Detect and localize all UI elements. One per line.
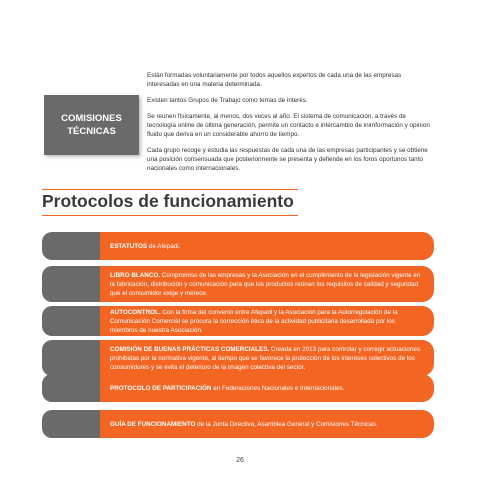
protocol-body: Con la firma del convenio entre Afepadi y la Asociación para la Autorregulación de la Comunicación Comercial se procura la corrección ética de la actividad publicitaria desarrollada por los miembros de nuestra Asociación.: [110, 308, 398, 334]
protocol-body: en Federaciones Nacionales e Internacionales.: [211, 384, 345, 392]
row-band: [100, 232, 434, 260]
intro-paragraph-1: Están formadas voluntariamente por todos aquellos expertos de cada una de las empresas interesadas en una materia determinada.: [147, 72, 402, 88]
intro-paragraph-4: Cada grupo recoge y estudia las respuestas de cada una de las empresas participantes y se obtiene una posición consensuada que posteriormente se presenta y defiende en los foros oportunos tanto nacionales como internacionales.: [147, 147, 428, 172]
protocol-body: de Afepadi.: [147, 242, 181, 250]
protocol-body: Creada en 2013 para controlar y corregir actuaciones prohibidas por la normativa vigente, al tiempo que se favorece la protección de los intereses colectivos de los consumidores y se evita el deterioro de la imagen colectiva del sector.: [110, 345, 421, 371]
protocol-bold: AUTOCONTROL.: [110, 308, 161, 316]
comisiones-tecnicas-box: [44, 95, 139, 155]
row-band: [100, 340, 434, 376]
row-tab: [42, 266, 108, 302]
protocol-body: de la Junta Directiva, Asamblea General y Comisiones Técnicas.: [195, 420, 378, 428]
protocol-row-autocontrol: [42, 306, 434, 336]
protocol-row-estatutos: [42, 232, 434, 260]
row-tab: [42, 340, 108, 376]
intro-paragraph-3: Se reúnen físicamente, al menos, dos veces al año. El sistema de comunicación, a través de tecnología online de última generación, permite un contacto e intercambio de inimformación y opinion fluido que deriva en un considerable ahorro de tiempo.: [147, 113, 430, 138]
intro-text: [147, 71, 435, 180]
protocol-row-participacion: [42, 374, 434, 402]
protocol-text: [110, 345, 424, 372]
protocol-bold: PROTOCOLO DE PARTICIPACIÓN: [110, 384, 212, 392]
protocol-text: [110, 308, 424, 335]
row-tab: [42, 374, 108, 402]
protocol-row-buenas-practicas: [42, 340, 434, 376]
row-band: [100, 374, 434, 402]
protocol-bold: COMISIÓN DE BUENAS PRÁCTICAS COMERCIALES.: [110, 345, 270, 353]
side-box-line-1: COMISIONES: [61, 113, 122, 124]
protocol-text: [110, 242, 180, 251]
protocol-bold: GUÍA DE FUNCIONAMIENTO: [110, 420, 196, 428]
protocol-row-guia: [42, 410, 434, 438]
row-tab: [42, 306, 108, 336]
protocol-text: [110, 384, 344, 393]
protocol-bold: LIBRO BLANCO.: [110, 271, 161, 279]
protocol-text: [110, 420, 378, 429]
protocol-body: Compromiso de las empresas y la Asociación en el cumplimiento de la legislación vigente en la fabricación, distribución y comunicación para que los productos reúnan los requisitos de calidad y seguridad que el consumidor exige y merece.: [110, 271, 421, 297]
section-title: Protocolos de funcionamiento: [42, 190, 298, 216]
protocol-row-libro-blanco: [42, 266, 434, 302]
row-tab: [42, 410, 108, 438]
page-number: 26: [236, 457, 244, 464]
intro-paragraph-2: Existen tantos Grupos de Trabajo como temas de interés.: [147, 97, 308, 104]
side-box-line-2: TÉCNICAS: [67, 126, 116, 137]
protocol-bold: ESTATUTOS: [110, 242, 148, 250]
row-band: [100, 410, 434, 438]
row-tab: [42, 232, 108, 260]
row-band: [100, 306, 434, 336]
protocol-text: [110, 271, 424, 298]
row-band: [100, 266, 434, 302]
